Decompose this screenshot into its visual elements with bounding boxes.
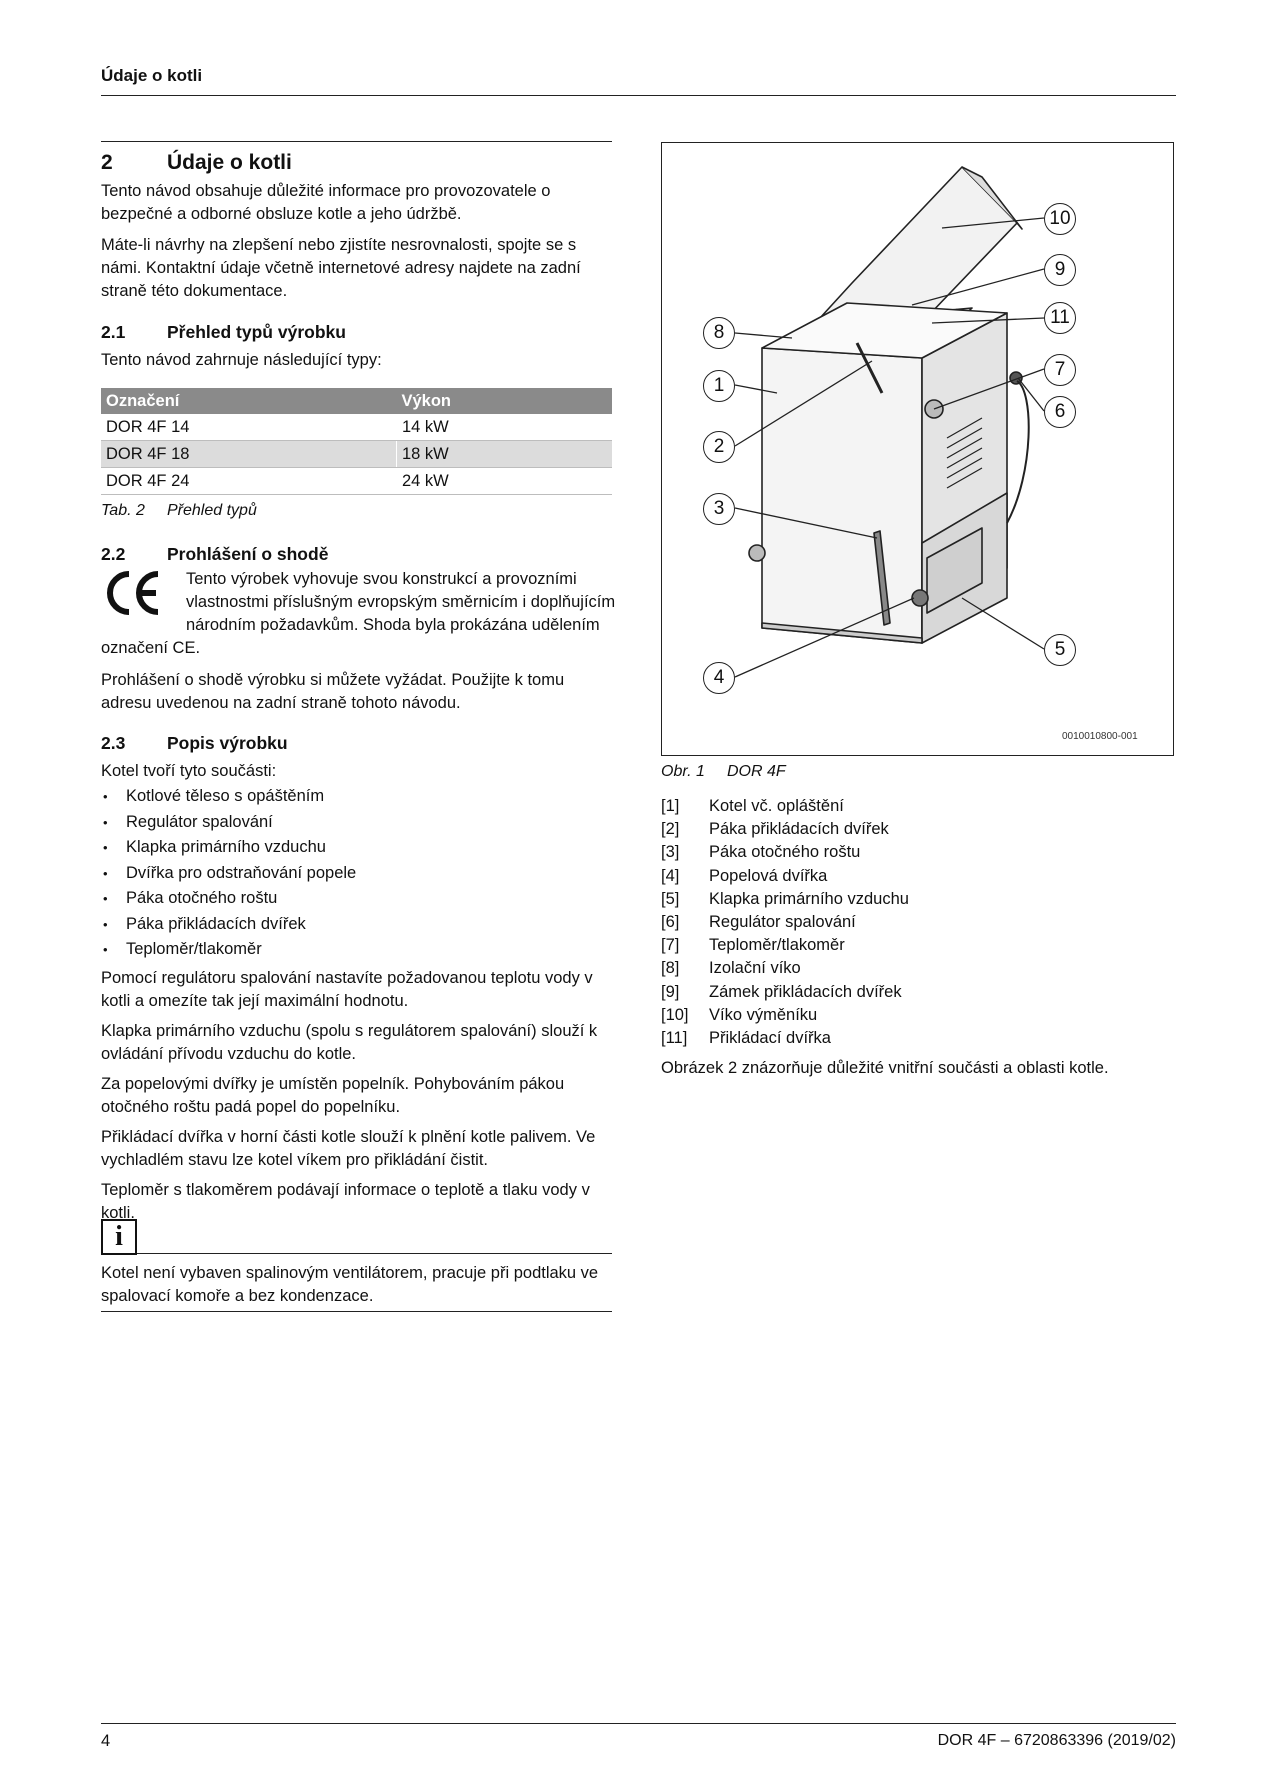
legend-key: [8]: [661, 959, 680, 978]
legend-text: Přikládací dvířka: [709, 1028, 831, 1047]
section-number: 2: [101, 151, 113, 174]
table-row: [101, 468, 612, 495]
section-title: Prohlášení o shodě: [167, 544, 329, 564]
callout-9: 9: [1044, 254, 1076, 286]
section-rule: [101, 141, 612, 142]
section-2-para-2: Máte-li návrhy na zlepšení nebo zjistíte nesrovnalosti, spojte se s námi. Kontaktní údaje včetně internetové adresy najdete na zadní straně této dokumentace.: [101, 236, 581, 300]
legend-item: [661, 1004, 1176, 1027]
legend-item: [661, 818, 1176, 841]
table-caption: [101, 502, 612, 520]
section-number: 2.3: [101, 733, 126, 753]
document-id: DOR 4F – 6720863396 (2019/02): [937, 1732, 1176, 1749]
section-number: 2.2: [101, 544, 126, 564]
legend-text: Víko výměníku: [709, 1005, 818, 1024]
legend-item: [661, 865, 1176, 888]
legend-key: [10]: [661, 1005, 689, 1024]
legend-text: Teploměr/tlakoměr: [709, 936, 845, 955]
figure-frame: [661, 142, 1174, 756]
legend-item: [661, 841, 1176, 864]
info-rule-bottom: [101, 1311, 612, 1312]
caption-text: Přehled typů: [167, 502, 257, 519]
table-header-row: [101, 388, 612, 414]
legend-key: [4]: [661, 866, 680, 885]
caption-number: Tab. 2: [101, 502, 145, 519]
legend-item: [661, 911, 1176, 934]
section-2-3-para-2: Klapka primárního vzduchu (spolu s regulátorem spalování) slouží k ovládání přívodu vzduchu do kotle.: [101, 1022, 598, 1063]
section-2-3-para-4: Přikládací dvířka v horní části kotle slouží k plnění kotle palivem. Ve vychladlém stavu lze kotel víkem pro přikládání čistit.: [101, 1128, 596, 1169]
legend-item: [661, 1027, 1176, 1050]
list-item: • Páka otočného roštu: [101, 886, 612, 912]
legend-text: Kotel vč. opláštění: [709, 797, 844, 815]
figure-legend: [661, 795, 1176, 1050]
section-2-heading: [101, 151, 612, 175]
section-2-para-1: Tento návod obsahuje důležité informace pro provozovatele o bezpečné a odborné obsluze kotle a jeho údržbě.: [101, 182, 551, 223]
list-item: • Kotlové těleso s opáštěním: [101, 784, 612, 810]
table-cell: 18 kW: [397, 441, 613, 468]
legend-key: [7]: [661, 936, 680, 955]
running-header: Údaje o kotli: [101, 66, 203, 85]
callout-11: 11: [1044, 302, 1076, 334]
table-header-cell: Označení: [101, 388, 397, 414]
caption-number: Obr. 1: [661, 763, 705, 780]
callout-3: 3: [703, 493, 735, 525]
list-item: • Klapka primárního vzduchu: [101, 835, 612, 861]
legend-text: Klapka primárního vzduchu: [709, 889, 909, 908]
legend-item: [661, 981, 1176, 1004]
section-2-3-para-1: Pomocí regulátoru spalování nastavíte požadovanou teplotu vody v kotli a omezíte tak její maximální hodnotu.: [101, 969, 593, 1010]
callout-leaders: [662, 143, 1172, 754]
figure-caption: [661, 763, 786, 781]
table-cell: DOR 4F 24: [101, 468, 397, 495]
legend-item: [661, 957, 1176, 980]
legend-item: [661, 795, 1176, 818]
legend-key: [3]: [661, 843, 680, 862]
table-cell: 14 kW: [397, 414, 613, 441]
section-title: Přehled typů výrobku: [167, 322, 346, 342]
ce-text-line-2: vlastnostmi příslušným evropským směrnicím i doplňujícím: [186, 593, 616, 611]
types-table: [101, 388, 612, 495]
legend-key: [11]: [661, 1028, 688, 1047]
legend-item: [661, 888, 1176, 911]
section-2-2-para-2: Prohlášení o shodě výrobku si můžete vyžádat. Použijte k tomu adresu uvedenou na zadní straně tohoto návodu.: [101, 671, 565, 712]
info-rule-top: [137, 1253, 612, 1254]
info-icon: i: [101, 1219, 137, 1255]
list-item: • Páka přikládacích dvířek: [101, 912, 612, 938]
section-title: Údaje o kotli: [167, 151, 292, 174]
section-2-3-para-5: Teploměr s tlakoměrem podávají informace o teplotě a tlaku vody v kotli.: [101, 1181, 590, 1222]
list-item: • Regulátor spalování: [101, 810, 612, 836]
footer-rule: [101, 1723, 1176, 1724]
types-table-wrapper: [101, 388, 612, 495]
section-2-3-heading: [101, 733, 612, 754]
callout-4: 4: [703, 662, 735, 694]
list-item: • Teploměr/tlakoměr: [101, 937, 612, 963]
legend-key: [2]: [661, 820, 680, 839]
section-2-1-intro: Tento návod zahrnuje následující typy:: [101, 351, 382, 369]
legend-text: Páka otočného roštu: [709, 843, 861, 862]
table-cell: DOR 4F 14: [101, 414, 397, 441]
ce-text-line-3: národním požadavkům. Shoda byla prokázána udělením: [186, 616, 600, 634]
info-note-text: Kotel není vybaven spalinovým ventilátorem, pracuje při podtlaku ve spalovací komoře a bez kondenzace.: [101, 1264, 599, 1305]
page-number: 4: [101, 1732, 111, 1750]
header-rule: [101, 95, 1176, 96]
table-cell: 24 kW: [397, 468, 613, 495]
component-list: [101, 784, 612, 963]
table-cell: DOR 4F 18: [101, 441, 397, 468]
section-title: Popis výrobku: [167, 733, 288, 753]
legend-key: [9]: [661, 982, 680, 1001]
ce-text-line-1: Tento výrobek vyhovuje svou konstrukcí a provozními: [186, 570, 577, 588]
legend-text: Zámek přikládacích dvířek: [709, 982, 902, 1001]
callout-8: 8: [703, 317, 735, 349]
legend-text: Páka přikládacích dvířek: [709, 820, 889, 839]
callout-6: 6: [1044, 396, 1076, 428]
section-2-1-heading: [101, 322, 612, 343]
callout-5: 5: [1044, 634, 1076, 666]
callout-7: 7: [1044, 354, 1076, 386]
table-row: [101, 441, 612, 468]
legend-text: Izolační víko: [709, 959, 801, 978]
image-code: 0010010800-001: [1062, 731, 1138, 742]
caption-text: DOR 4F: [727, 763, 786, 780]
section-2-3-intro: Kotel tvoří tyto součásti:: [101, 762, 277, 780]
legend-item: [661, 934, 1176, 957]
section-2-3-para-3: Za popelovými dvířky je umístěn popelník. Pohybováním pákou otočného roštu padá popel do popelníku.: [101, 1075, 565, 1116]
legend-key: [1]: [661, 797, 680, 815]
section-number: 2.1: [101, 322, 126, 342]
legend-text: Popelová dvířka: [709, 866, 828, 885]
callout-10: 10: [1044, 203, 1076, 235]
section-2-2-heading: [101, 544, 612, 565]
legend-text: Regulátor spalování: [709, 912, 856, 931]
legend-key: [5]: [661, 889, 680, 908]
list-item: • Dvířka pro odstraňování popele: [101, 861, 612, 887]
figure-note: Obrázek 2 znázorňuje důležité vnitřní součásti a oblasti kotle.: [661, 1059, 1109, 1077]
ce-text-line-4: označení CE.: [101, 639, 201, 657]
ce-mark-logo: [101, 568, 163, 623]
callout-1: 1: [703, 370, 735, 402]
ce-mark-icon: [101, 568, 163, 618]
legend-key: [6]: [661, 912, 680, 931]
table-header-cell: Výkon: [397, 388, 613, 414]
table-row: [101, 414, 612, 441]
callout-2: 2: [703, 431, 735, 463]
